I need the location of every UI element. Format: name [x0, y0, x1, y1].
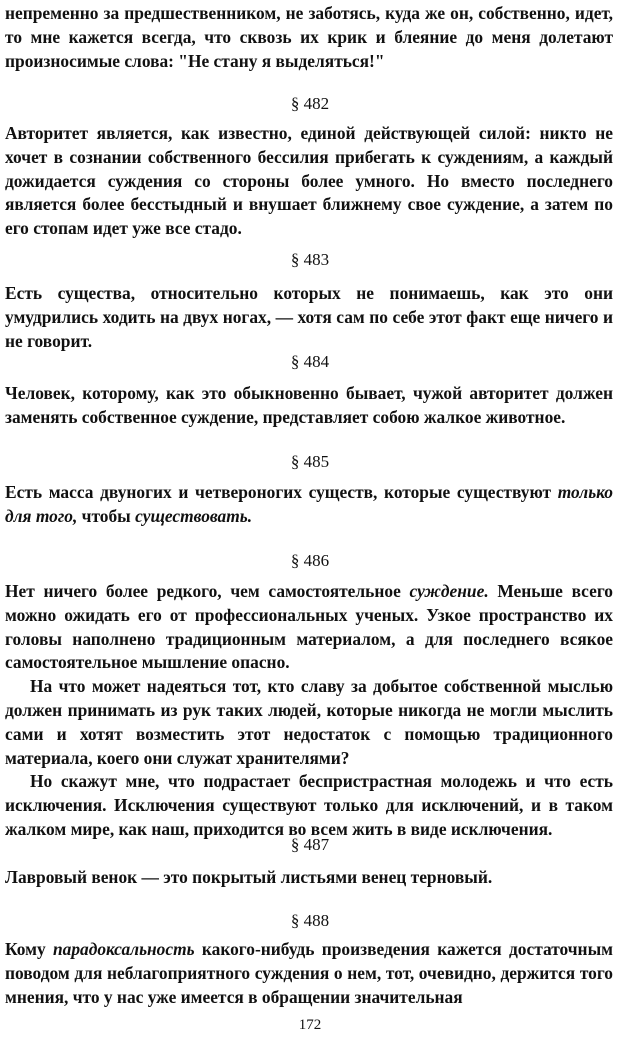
page-number: 172: [298, 1017, 322, 1033]
text-run: чтобы: [77, 505, 136, 526]
paragraph: [5, 675, 613, 770]
italic-text: суждение.: [409, 581, 489, 601]
paragraph: [5, 122, 613, 241]
text-run: Кому: [5, 939, 53, 959]
paragraph: [5, 866, 613, 890]
text-run: Но скажут мне, что подрастает беспристрастная молодежь и что есть исключения. Исключения существуют только для исключений, и в таком жалком мире, как наш, приходится во всем жить в виде исключения.: [5, 771, 613, 839]
paragraph: [5, 382, 613, 430]
italic-text: существовать.: [135, 505, 253, 526]
section-body-488: [5, 938, 613, 1009]
text-run: Авторитет является, как известно, единой действующей силой: никто не хочет в сознании собственного бессилия прибегать к суждениям, а каждый дожидается суждения со стороны более умного. Но вместо последнего является более бесстыдный и внушает ближнему свое суждение, а затем по его стопам идет уже все стадо.: [5, 123, 613, 239]
text-run: какого-нибудь произведения кажется достаточным поводом для неблагоприятного суждения о нем, тот, очевидно, держится того мнения, что у нас уже имеется в обращении значительная: [5, 939, 614, 1007]
top-paragraph: непременно за предшественником, не заботясь, куда же он, собственно, идет, то мне кажется всегда, что сквозь их крик и блеяние до меня долетают произносимые слова: "Не стану я выделяться!": [5, 3, 613, 71]
section-heading-488: § 488: [290, 911, 330, 930]
section-body-486: [5, 580, 613, 842]
section-heading-487: § 487: [290, 835, 330, 854]
section-body-485: [5, 481, 613, 529]
top-paragraph-block: [5, 2, 613, 73]
section-heading-483: § 483: [290, 250, 330, 269]
text-run: Человек, которому, как это обыкновенно бывает, чужой авторитет должен заменять собственное суждение, представляет собою жалкое животное.: [5, 383, 613, 427]
section-heading-486: § 486: [290, 551, 330, 570]
section-body-482: [5, 122, 613, 241]
section-heading-482: § 482: [290, 94, 330, 113]
section-heading-485: § 485: [290, 452, 330, 471]
paragraph: [5, 580, 613, 675]
paragraph: [5, 282, 613, 353]
italic-text: только для того,: [5, 482, 613, 526]
text-run: Есть существа, относительно которых не понимаешь, как это они умудрились ходить на двух ногах, — хотя сам по себе этот факт еще ничего и не говорит.: [5, 283, 613, 351]
text-run: Нет ничего более редкого, чем самостоятельное: [5, 581, 410, 601]
paragraph: [5, 938, 613, 1009]
section-body-484: [5, 382, 613, 430]
text-run: Меньше всего можно ожидать его от профессиональных ученых. Узкое пространство их головы наполнено традиционным материалом, а для последнего всякое самостоятельное мышление опасно.: [5, 581, 613, 673]
text-run: Есть масса двуногих и четвероногих существ, которые существуют: [5, 482, 558, 502]
paragraph: [5, 481, 613, 529]
section-body-483: [5, 282, 613, 353]
text-run: На что может надеяться тот, кто славу за добытое собственной мыслью должен принимать из рук таких людей, которые никогда не могли мыслить сами и хотят возместить этот недостаток с помощью традиционного материала, коего они служат хранителями?: [5, 676, 613, 768]
italic-text: парадоксальность: [52, 939, 195, 959]
section-heading-484: § 484: [290, 352, 330, 371]
section-body-487: [5, 866, 613, 890]
paragraph: [5, 770, 613, 841]
text-run: Лавровый венок — это покрытый листьями венец терновый.: [5, 867, 493, 887]
